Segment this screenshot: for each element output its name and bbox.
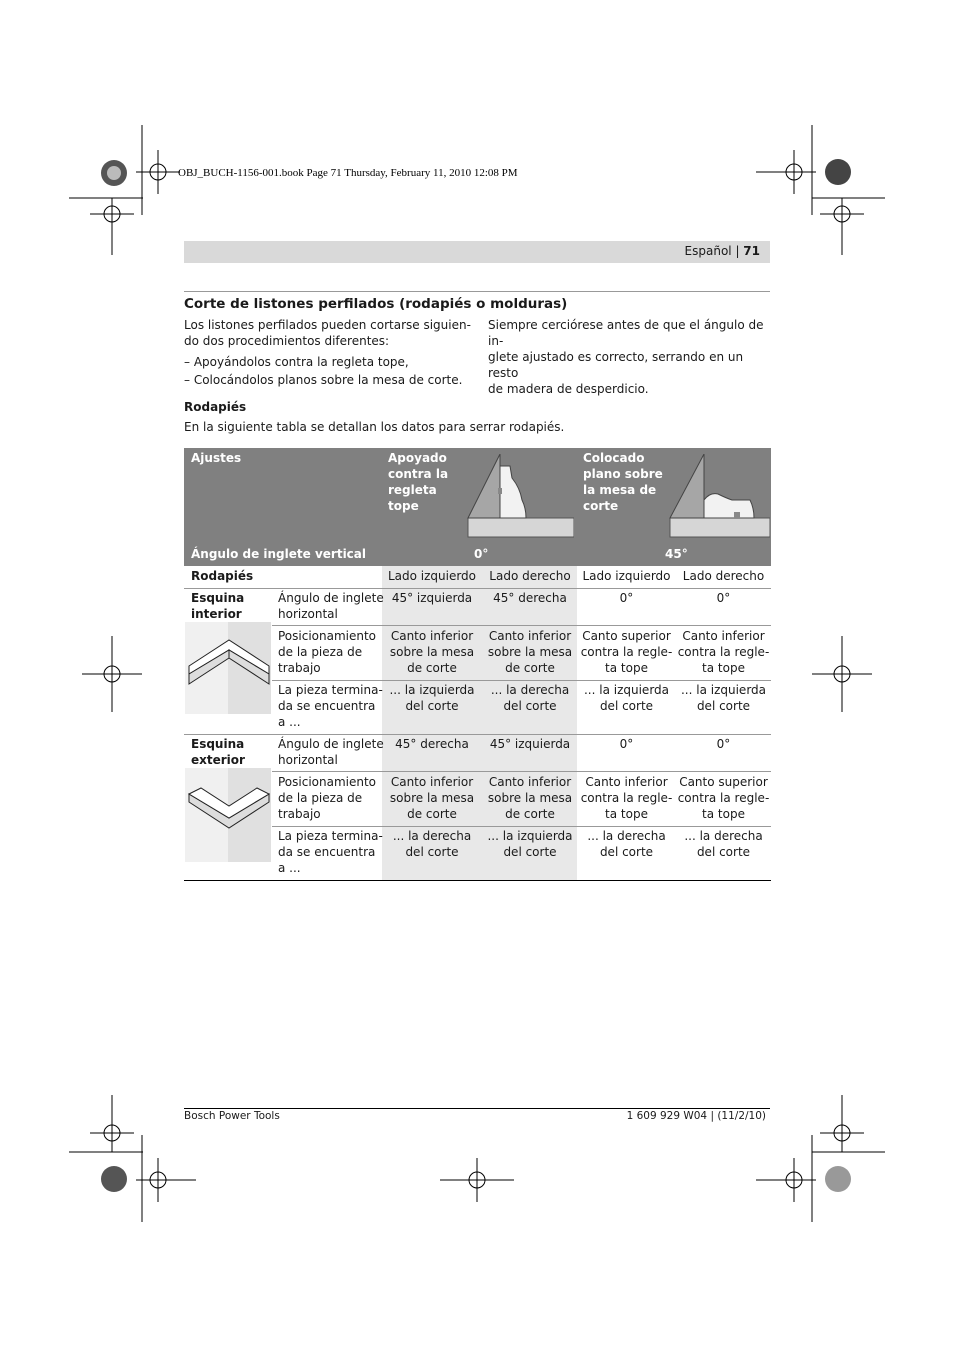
- cell-line: 45° derecha: [395, 737, 469, 751]
- cell-line: 0°: [619, 591, 634, 605]
- cell-line: contra la regle-: [677, 791, 770, 805]
- row-label-line: Posicionamiento: [278, 775, 377, 789]
- right-column: [488, 317, 773, 397]
- cell-line: 0°: [716, 737, 731, 751]
- row-label-line: Ángulo de inglete: [278, 737, 384, 751]
- cell-line: del corte: [599, 699, 654, 713]
- cell-line: Canto inferior: [390, 629, 474, 643]
- table-cell: [578, 774, 675, 822]
- table-rule: [272, 680, 771, 681]
- cell-line: Canto inferior: [488, 629, 572, 643]
- subheading: Rodapiés: [184, 400, 247, 414]
- registration-mark-icon: [69, 125, 180, 255]
- cell-line: ta tope: [605, 807, 648, 821]
- table-cell: [382, 774, 482, 822]
- registration-mark-icon: [440, 1158, 514, 1202]
- cell-line: ... la derecha: [392, 829, 472, 843]
- label-line: interior: [191, 607, 242, 621]
- header-line: plano sobre: [583, 467, 663, 481]
- row-label-line: de la pieza de: [278, 791, 363, 805]
- table-cell: [675, 774, 772, 822]
- table-rule: [184, 588, 771, 589]
- label-line: Esquina: [191, 737, 245, 751]
- registration-mark-icon: [756, 125, 885, 255]
- header-colocado: [583, 450, 663, 514]
- cell-line: de corte: [505, 661, 555, 675]
- cell-line: Canto superior: [582, 629, 671, 643]
- table-cell: [578, 682, 675, 714]
- table-cell: [480, 590, 580, 606]
- col-header: Lado izquierdo: [582, 569, 671, 583]
- row-label-line: a ...: [278, 861, 301, 875]
- cell-line: ... la derecha: [587, 829, 666, 843]
- header-apoyado: [388, 450, 448, 514]
- interior-corner-icon: [185, 622, 271, 714]
- table-cell: [675, 628, 772, 676]
- cell-line: sobre la mesa: [487, 791, 573, 805]
- table-cell: [382, 828, 482, 860]
- registration-mark-icon: [756, 1095, 885, 1222]
- header-language: Español: [684, 244, 732, 258]
- table-cell: [382, 682, 482, 714]
- cell-line: contra la regle-: [580, 645, 673, 659]
- text-line: do dos procedimientos diferentes:: [184, 334, 390, 348]
- row-label: [278, 828, 383, 876]
- cell-line: Canto inferior: [488, 775, 572, 789]
- section-rule: [184, 291, 770, 292]
- cell-line: Canto inferior: [585, 775, 668, 789]
- cell-line: del corte: [503, 699, 557, 713]
- header-line: corte: [583, 499, 619, 513]
- table-cell: [480, 682, 580, 714]
- registration-mark-icon: [812, 636, 872, 712]
- cell-line: del corte: [405, 845, 459, 859]
- cell-line: Canto inferior: [682, 629, 765, 643]
- bullet-item: – Apoyándolos contra la regleta tope,: [184, 355, 409, 369]
- registration-mark-icon: [69, 1095, 196, 1222]
- label-line: exterior: [191, 753, 245, 767]
- row-label-line: La pieza termina-: [278, 829, 383, 843]
- section-title: Corte de listones perfilados (rodapiés o molduras): [184, 296, 568, 312]
- cell-line: Canto superior: [679, 775, 768, 789]
- page-number: 71: [743, 244, 760, 258]
- table-cell: [578, 590, 675, 606]
- table-header: [184, 448, 771, 566]
- row-label-line: La pieza termina-: [278, 683, 383, 697]
- section-interior-label: [191, 590, 244, 622]
- cell-line: de corte: [505, 807, 555, 821]
- cell-line: de corte: [407, 807, 457, 821]
- cell-line: 45° izquierda: [489, 737, 571, 751]
- cell-line: del corte: [599, 845, 654, 859]
- header-angle-apoyado: 0°: [474, 547, 489, 561]
- table-cell: [382, 590, 482, 606]
- cell-line: sobre la mesa: [487, 645, 573, 659]
- header-angulo-vertical: Ángulo de inglete vertical: [191, 547, 367, 561]
- label-rodapies: Rodapiés: [191, 569, 254, 583]
- cell-line: ta tope: [605, 661, 648, 675]
- col-header: Lado derecho: [489, 569, 571, 583]
- row-label-line: horizontal: [278, 753, 338, 767]
- cell-line: ta tope: [702, 807, 745, 821]
- cell-line: del corte: [696, 699, 751, 713]
- table-cell: [382, 628, 482, 676]
- cell-line: ... la izquierda: [389, 683, 475, 697]
- row-label-line: de la pieza de: [278, 645, 363, 659]
- table-rule: [272, 826, 771, 827]
- text-line: Siempre cerciórese antes de que el ángulo de in-: [488, 318, 764, 348]
- text-line: de madera de desperdicio.: [488, 382, 649, 396]
- table-rule: [272, 771, 771, 772]
- page-header: [184, 241, 770, 263]
- label-line: Esquina: [191, 591, 245, 605]
- exterior-corner-icon: [185, 768, 271, 862]
- table-cell: [675, 828, 772, 860]
- header-ajustes: Ajustes: [191, 451, 242, 465]
- row-label-line: da se encuentra: [278, 845, 376, 859]
- cell-line: ... la izquierda: [487, 829, 573, 843]
- cell-line: 45° derecha: [493, 591, 567, 605]
- cell-line: ... la izquierda: [583, 683, 670, 697]
- bullet-item: – Colocándolos planos sobre la mesa de corte.: [184, 373, 463, 387]
- col-header: Lado derecho: [682, 569, 765, 583]
- table-cell: [675, 590, 772, 606]
- col-header: Lado izquierdo: [387, 569, 477, 583]
- table-cell: [382, 736, 482, 752]
- section-exterior-label: [191, 736, 245, 768]
- table-rule: [184, 734, 771, 735]
- header-line: la mesa de: [583, 483, 657, 497]
- cell-line: contra la regle-: [580, 791, 673, 805]
- table-cell: [480, 774, 580, 822]
- header-line: Colocado: [583, 451, 645, 465]
- table-cell: [675, 682, 772, 714]
- cell-line: contra la regle-: [677, 645, 770, 659]
- table-cell: [578, 828, 675, 860]
- header-text: [685, 244, 760, 258]
- cell-line: 0°: [619, 737, 634, 751]
- text-line: Los listones perfilados pueden cortarse siguien-: [184, 318, 471, 332]
- intro-text: En la siguiente tabla se detallan los datos para serrar rodapiés.: [184, 420, 565, 434]
- header-line: Apoyado: [388, 451, 447, 465]
- table-cell: [480, 628, 580, 676]
- header-separator: |: [731, 244, 744, 258]
- row-label: [278, 736, 384, 768]
- baseboard-against-fence-icon: [466, 454, 574, 538]
- row-label-line: da se encuentra: [278, 699, 376, 713]
- row-label: [278, 628, 376, 676]
- table-bottom-rule: [184, 880, 771, 881]
- baseboard-flat-on-table-icon: [668, 454, 770, 538]
- registration-mark-icon: [82, 636, 142, 712]
- footer-left: Bosch Power Tools: [184, 1110, 280, 1122]
- cell-line: sobre la mesa: [389, 791, 475, 805]
- header-line: regleta: [388, 483, 437, 497]
- cell-line: ta tope: [702, 661, 745, 675]
- table-cell: [578, 736, 675, 752]
- row-label-line: a ...: [278, 715, 301, 729]
- table-cell: [480, 736, 580, 752]
- footer-right: 1 609 929 W04 | (11/2/10): [626, 1110, 766, 1122]
- cell-line: 45° izquierda: [391, 591, 473, 605]
- header-angle-colocado: 45°: [665, 547, 688, 561]
- cell-line: ... la derecha: [490, 683, 570, 697]
- cell-line: de corte: [407, 661, 457, 675]
- row-label-line: trabajo: [278, 807, 321, 821]
- row-label: [278, 682, 383, 730]
- row-label-line: Ángulo de inglete: [278, 591, 384, 605]
- cell-line: del corte: [405, 699, 459, 713]
- header-line: tope: [388, 499, 419, 513]
- cell-line: del corte: [503, 845, 557, 859]
- cell-line: sobre la mesa: [389, 645, 475, 659]
- cell-line: Canto inferior: [390, 775, 474, 789]
- cell-line: ... la derecha: [684, 829, 763, 843]
- footer-rule: [184, 1108, 770, 1109]
- row-label-line: trabajo: [278, 661, 321, 675]
- print-info-line: OBJ_BUCH-1156-001.book Page 71 Thursday, February 11, 2010 12:08 PM: [178, 167, 518, 179]
- row-label-line: horizontal: [278, 607, 338, 621]
- cell-line: del corte: [696, 845, 751, 859]
- text-line: glete ajustado es correcto, serrando en un resto: [488, 350, 744, 380]
- row-label-line: Posicionamiento: [278, 629, 377, 643]
- table-rule: [272, 625, 771, 626]
- table-cell: [675, 736, 772, 752]
- cell-line: ... la izquierda: [680, 683, 767, 697]
- table-cell: [578, 628, 675, 676]
- header-line: contra la: [388, 467, 449, 481]
- row-label: [278, 590, 384, 622]
- left-column: [184, 317, 474, 388]
- row-label: [278, 774, 376, 822]
- cell-line: 0°: [716, 591, 731, 605]
- table-cell: [480, 828, 580, 860]
